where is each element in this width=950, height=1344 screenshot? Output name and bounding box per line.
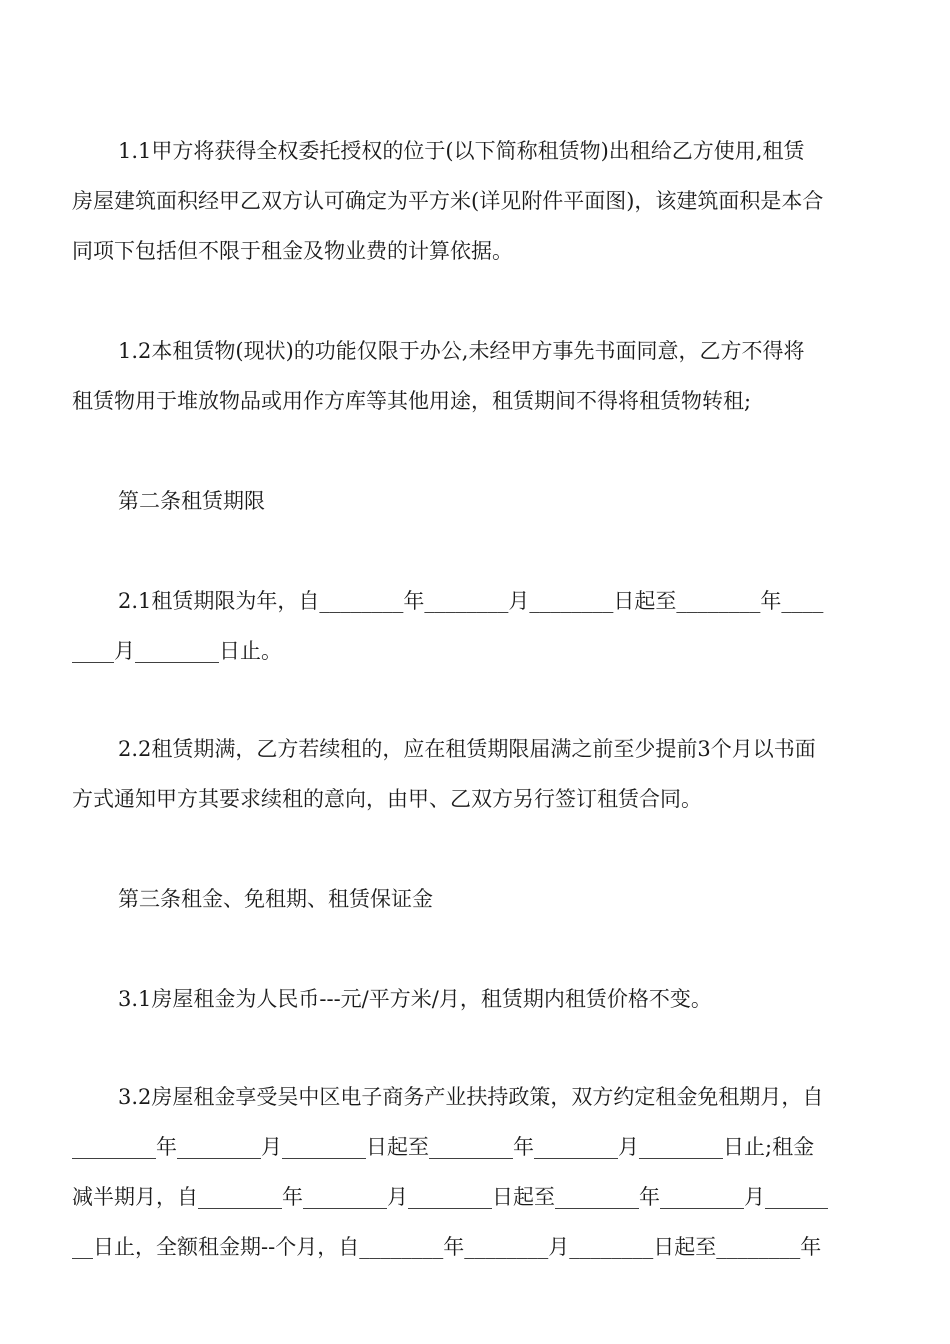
clause-2-1-line-1: 2.1租赁期限为年，自________年________月________日起至________年____	[118, 589, 824, 613]
clause-2-2-line-2: 方式通知甲方其要求续租的意向，由甲、乙双方另行签订租赁合同。	[72, 787, 702, 811]
clause-3-2-line-3: 减半期月，自________年________月________日起至________年________月______	[72, 1185, 828, 1209]
article-2-heading: 第二条租赁期限	[118, 489, 265, 513]
clause-3-2-line-4: __日止，全额租金期--个月，自________年________月________日起至________年	[72, 1235, 822, 1259]
clause-2-1-line-2: ____月________日止。	[72, 639, 282, 663]
clause-1-1-line-3: 同项下包括但不限于租金及物业费的计算依据。	[72, 239, 513, 263]
clause-3-1-line-1: 3.1房屋租金为人民币---元/平方米/月，租赁期内租赁价格不变。	[118, 987, 712, 1011]
clause-1-2-line-1: 1.2本租赁物(现状)的功能仅限于办公,未经甲方事先书面同意，乙方不得将	[118, 339, 805, 363]
clause-1-2-line-2: 租赁物用于堆放物品或用作方库等其他用途，租赁期间不得将租赁物转租;	[72, 389, 752, 413]
clause-3-2-line-1: 3.2房屋租金享受吴中区电子商务产业扶持政策，双方约定租金免租期月，自	[118, 1085, 824, 1109]
clause-1-1-line-2: 房屋建筑面积经甲乙双方认可确定为平方米(详见附件平面图)，该建筑面积是本合	[72, 189, 824, 213]
article-3-heading: 第三条租金、免租期、租赁保证金	[118, 887, 433, 911]
clause-3-2-line-2: ________年________月________日起至________年________月________日止;租金	[72, 1135, 815, 1159]
clause-2-2-line-1: 2.2租赁期满，乙方若续租的，应在租赁期限届满之前至少提前3个月以书面	[118, 737, 816, 761]
clause-1-1-line-1: 1.1甲方将获得全权委托授权的位于(以下简称租赁物)出租给乙方使用,租赁	[118, 139, 805, 163]
